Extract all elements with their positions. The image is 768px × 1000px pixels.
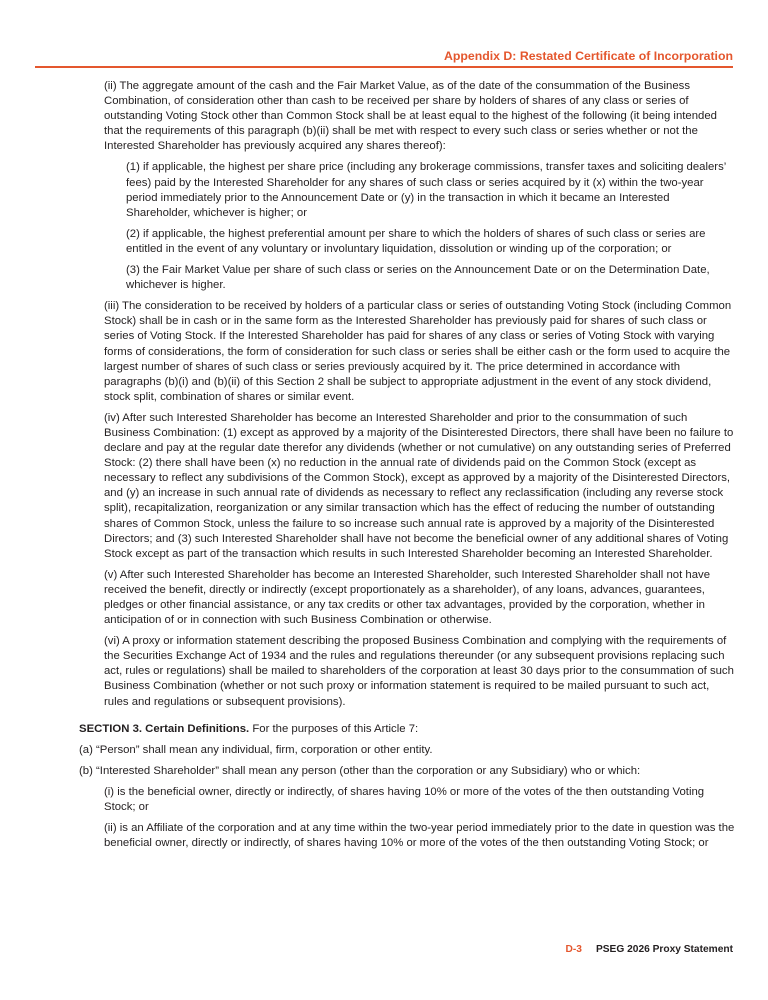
section-3-intro: For the purposes of this Article 7: bbox=[249, 722, 419, 735]
paragraph-b-ii: (ii) The aggregate amount of the cash and the Fair Market Value, as of the date of the consummation of the Business Combination, of consideration other than cash to be received per share by holders of shares of any class or series of outstanding Voting Stock other than Common Stock shall be at least equal to the highest of the following (it being intended that the requirements of this paragraph (b)(ii) shall be met with respect to every such class or series whether or not the Interested Shareholder has previously acquired any shares thereof): bbox=[104, 80, 717, 153]
paragraph-b-iii: (iii) The consideration to be received by holders of a particular class or series of outstanding Voting Stock (including Common Stock) shall be in cash or in the same form as the Interested Shareholder has previously paid for shares of such class or series of Voting Stock. If the Interested Shareholder has paid for shares of any class or series of Voting Stock with varying forms of considerations, the form of consideration for such class or series shall be either cash or the form used to acquire the largest number of shares of such class or series previously acquired by it. The price determined in accordance with paragraphs (b)(i) and (b)(ii) of this Section 2 shall be subject to appropriate adjustment in the event of any stock dividend, stock split, combination of shares or similar event. bbox=[104, 300, 732, 403]
paragraph-b-ii-1: (1) if applicable, the highest per share price (including any brokerage commissions, transfer taxes and soliciting dealers’ fees) paid by the Interested Shareholder for any shares of such class or series acquired by it (x) within the two-year period immediately prior to the Announcement Date or (y) in the transaction in which it became an Interested Shareholder, whichever is higher; or bbox=[126, 161, 726, 219]
definition-b-i: (i) is the beneficial owner, directly or indirectly, of shares having 10% or more of the votes of the then outstanding Voting Stock; or bbox=[104, 785, 705, 814]
page-footer bbox=[35, 944, 733, 955]
paragraph-b-vi: (vi) A proxy or information statement describing the proposed Business Combination and complying with the requirements of the Securities Exchange Act of 1934 and the rules and regulations thereunder (or any subsequent provisions replacing such act, rules or regulations) shall be mailed to shareholders of the corporation at least 30 days prior to the consummation of such Business Combination (whether or not such proxy or information statement is required to be mailed pursuant to such act, rules and regulations or subsequent provisions). bbox=[104, 635, 734, 708]
publication-title: PSEG 2026 Proxy Statement bbox=[595, 944, 733, 955]
header-divider bbox=[35, 66, 733, 68]
section-3-paragraph bbox=[79, 722, 735, 737]
definition-a: (a) “Person” shall mean any individual, firm, corporation or other entity. bbox=[79, 743, 433, 756]
paragraph-b-ii-3: (3) the Fair Market Value per share of such class or series on the Announcement Date or on the Determination Date, whichever is higher. bbox=[126, 264, 710, 292]
paragraph-b-iv: (iv) After such Interested Shareholder has become an Interested Shareholder and prior to the consummation of such Business Combination: (1) except as approved by a majority of the Disinterested Directors, there shall have been no failure to declare and pay at the regular date therefor any dividends (whether or not cumulative) on any outstanding series of Preferred Stock: (2) there shall have been (x) no reduction in the annual rate of dividends paid on the Common Stock (except as necessary to reflect any subdivisions of the Common Stock), except as approved by a majority of the Disinterested Directors, and (y) an increase in such annual rate of dividends as necessary to reflect any reclassification (including any reverse stock split), recapitalization, reorganization or any similar transaction which has the effect of reducing the number of outstanding shares of Common Stock, unless the failure to so increase such annual rate is approved by a majority of the Disinterested Directors; and (3) such Interested Shareholder shall have not become the beneficial owner of any additional shares of Voting Stock except as part of the transaction which results in such Interested Shareholder becoming an Interested Shareholder. bbox=[104, 411, 734, 560]
paragraph-b-v: (v) After such Interested Shareholder has become an Interested Shareholder, such Interested Shareholder shall not have received the benefit, directly or indirectly (except proportionately as a shareholder), of any loans, advances, guarantees, pledges or other financial assistance, or any tax credits or other tax advantages, provided by the corporation, whether in anticipation of or in connection with such Business Combination or otherwise. bbox=[104, 568, 710, 627]
definition-b: (b) “Interested Shareholder” shall mean any person (other than the corporation or any Subsidiary) who or which: bbox=[79, 764, 641, 777]
section-3-heading: SECTION 3. Certain Definitions. bbox=[79, 722, 250, 735]
page-number: D-3 bbox=[565, 944, 582, 955]
document-body bbox=[79, 79, 735, 857]
page-header-title: Appendix D: Restated Certificate of Incorporation bbox=[443, 49, 733, 63]
definition-b-ii: (ii) is an Affiliate of the corporation and at any time within the two-year period immediately prior to the date in question was the beneficial owner, directly or indirectly, of shares having 10% or more of the votes of the then outstanding Voting Stock; or bbox=[104, 822, 735, 850]
paragraph-b-ii-2: (2) if applicable, the highest preferential amount per share to which the holders of shares of such class or series are entitled in the event of any voluntary or involuntary liquidation, dissolution or winding up of the corporation; or bbox=[126, 227, 706, 255]
